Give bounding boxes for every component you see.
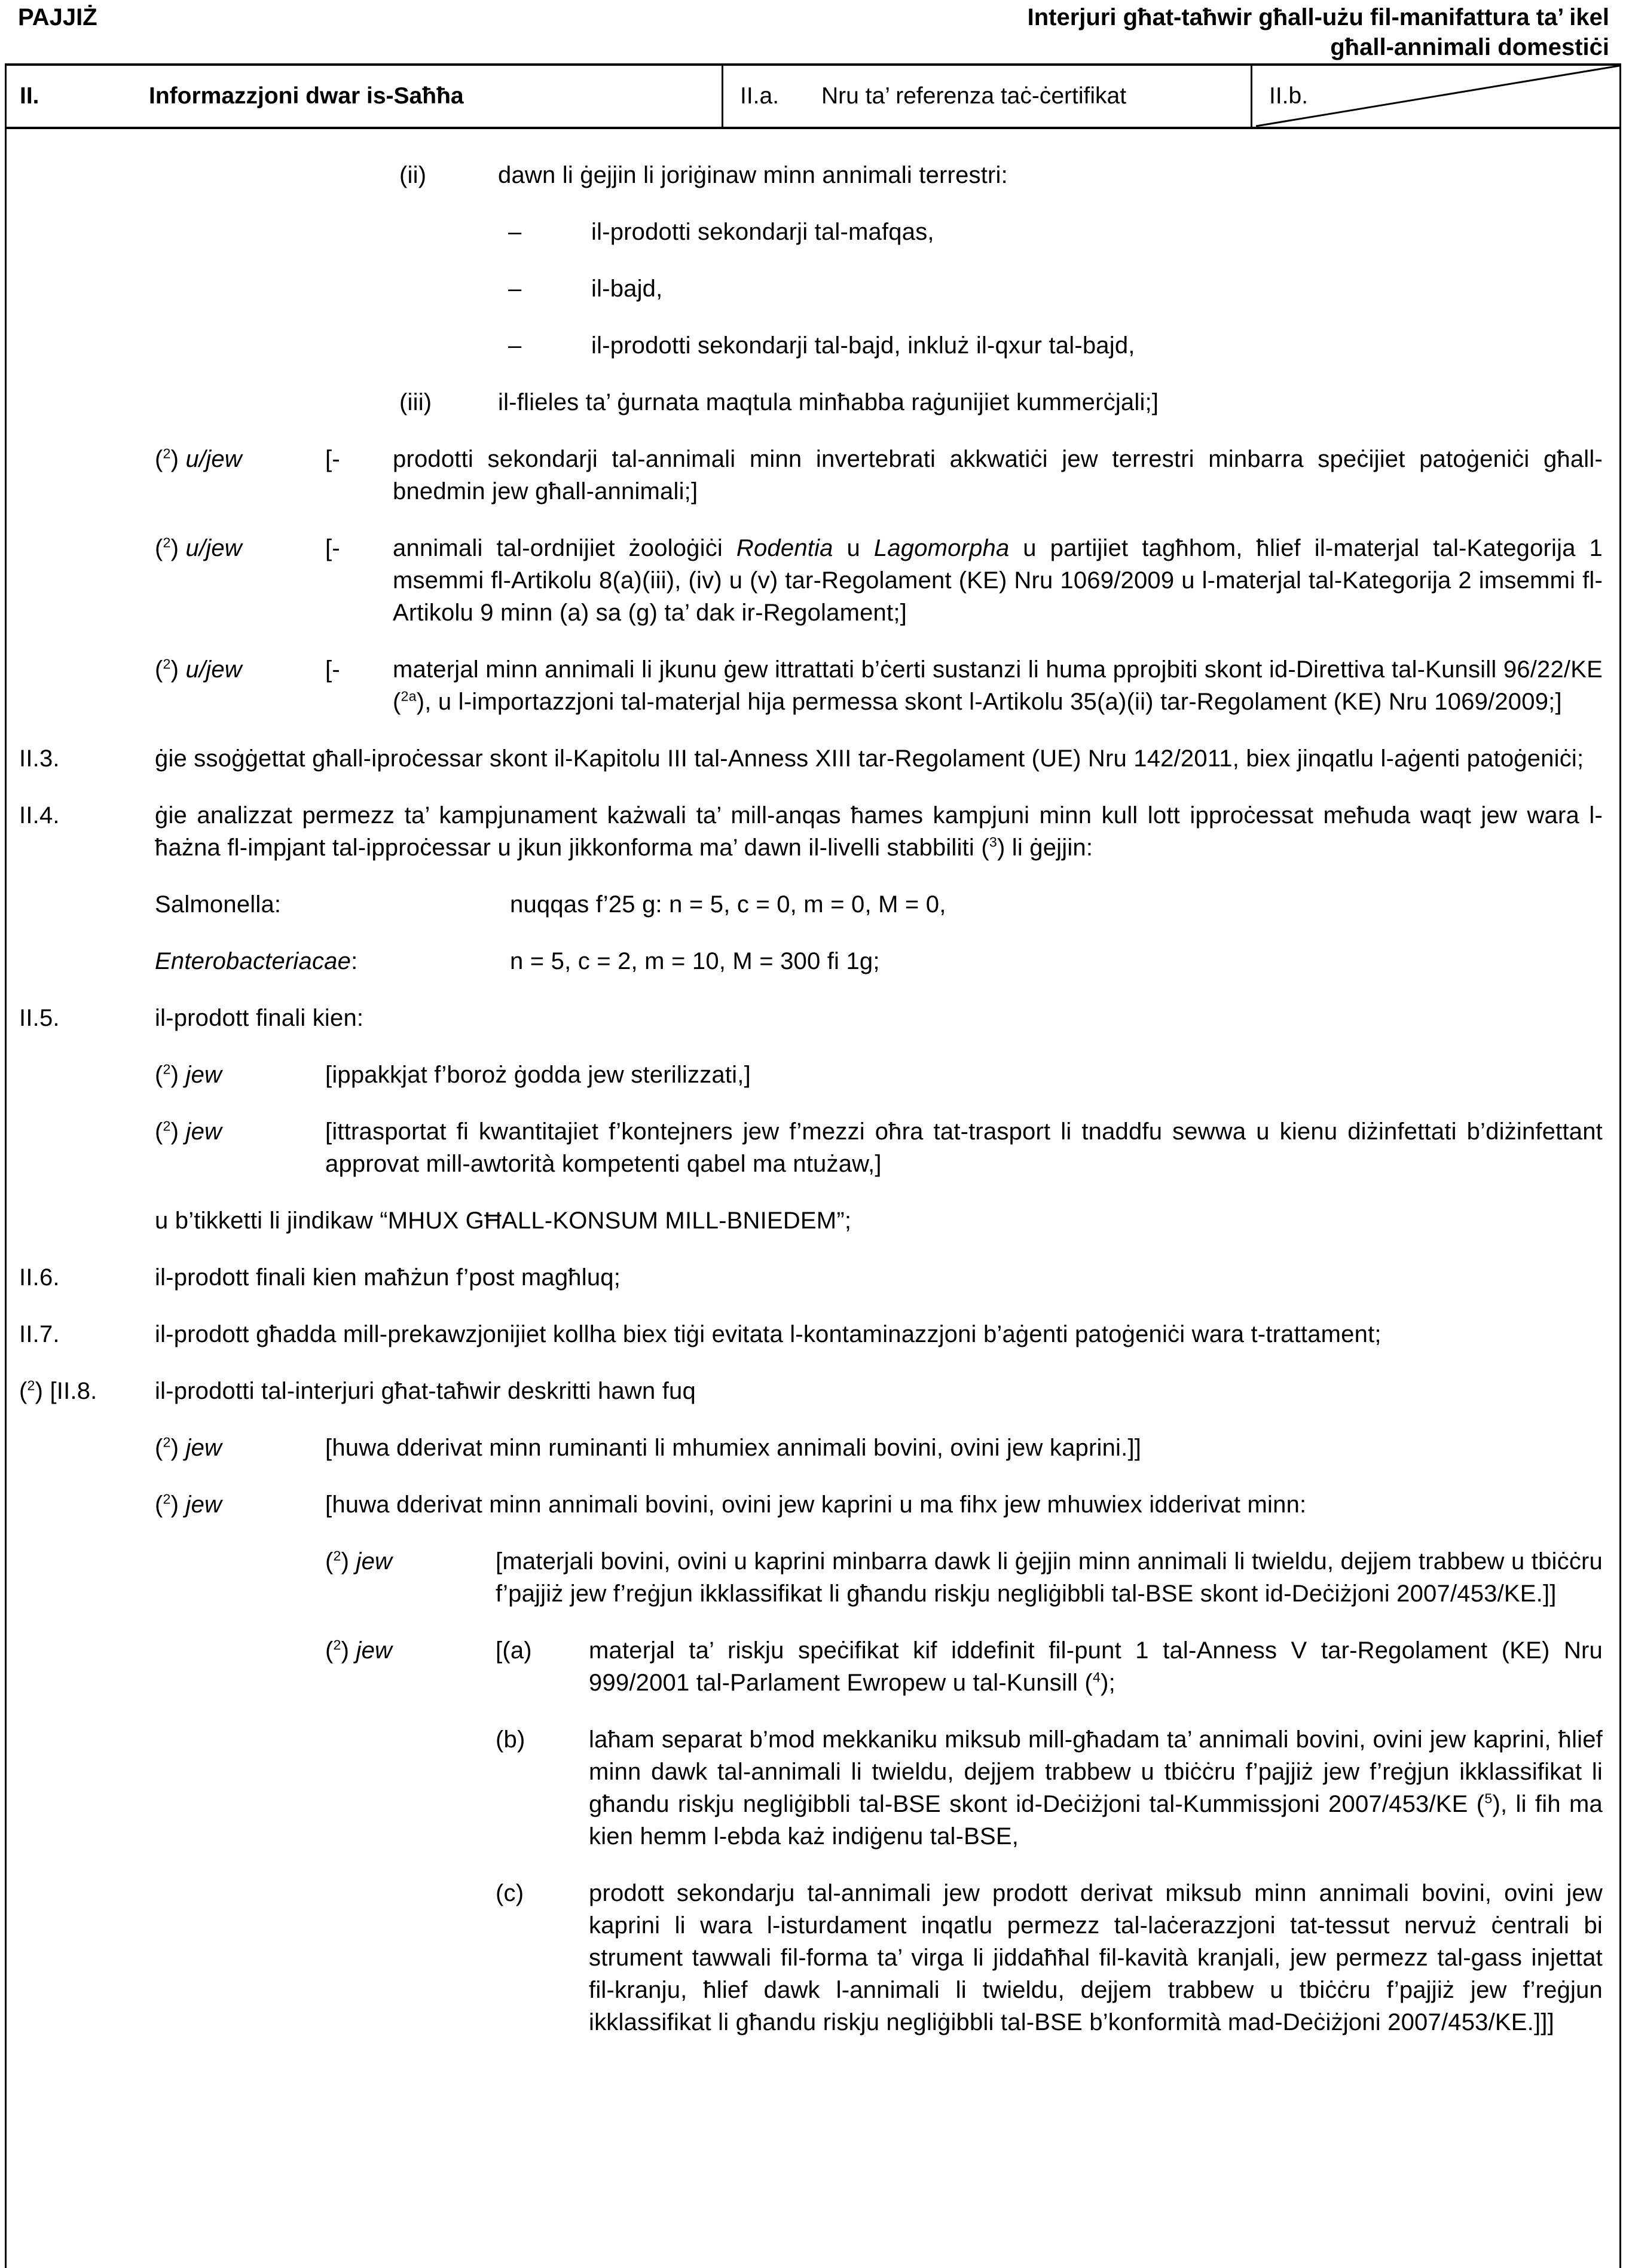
- doc-title: [1028, 2, 1609, 62]
- bracket-marker: [-: [325, 535, 340, 561]
- clause-text: [huwa dderivat minn annimali bovini, ovini jew kaprini u ma fihx jew mhuwiex idderivat minn:: [325, 1491, 1307, 1518]
- clause-text: [ippakkjat f’boroż ġodda jew sterilizzati,]: [325, 1062, 751, 1088]
- section-title: Nru ta’ referenza taċ-ċertifikat: [821, 83, 1127, 109]
- jew-marker: ($^2$) jew: [325, 1637, 393, 1664]
- country-label: PAJJIŻ: [18, 4, 97, 30]
- row-dash-item: [7, 216, 1619, 248]
- row-dash-item: [7, 273, 1619, 305]
- row-jew-bovine-materials: [7, 1545, 1619, 1610]
- clause-text: u b’tikketti li jindikaw “MHUX GĦALL-KONSUM MILL-BNIEDEM”;: [155, 1208, 852, 1234]
- section-number: II.a.: [740, 83, 780, 109]
- clause-text: il-bajd,: [591, 276, 663, 302]
- cell-health-information: [7, 66, 722, 127]
- point-marker: (b): [496, 1726, 525, 1753]
- row-ii-item: [7, 159, 1619, 191]
- clause-text: laħam separat b’mod mekkaniku miksub mill-għadam ta’ annimali bovini, ovini jew kaprini, ħlief minn dawk tal-annimali li twieldu, dejjem trabbew u tbiċċru f’pajjiż jew f’reġjun ikklassifikat li għandu riskju negliġibbli tal-BSE skont id-Deċiżjoni tal-Kummissjoni 2007/453/KE ($^5$), li fih ma kien hemm l-ebda każ indiġenu tal-BSE,: [589, 1726, 1603, 1850]
- clause-text: [ittrasportat fi kwantitajiet f’kontejners jew f’mezzi oħra tat-trasport li tnaddfu sewwa u kienu diżinfettati b’diżinfettant approvat mill-awtorità kompetenti qabel ma ntużaw,]: [325, 1118, 1603, 1177]
- row-jew-transported: [7, 1115, 1619, 1180]
- clause-text: prodott sekondarju tal-annimali jew prodott derivat miksub minn annimali bovini, ovini jew kaprini li wara l-isturdament inqatlu permezz tal-laċerazzjoni tat-tessut nervuż ċentrali bi strument tawwali fil-forma ta’ virga li jiddaħħal fil-kavità kranjali, jew permezz tal-gass injettat fil-kranju, ħlief dawk l-annimali li twieldu, dejjem trabbew u tbiċċru f’pajjiż jew f’reġjun ikklassifikat li għandu riskju negliġibbli tal-BSE b’konformità mad-Deċiżjoni 2007/453/KE.]]]: [589, 1880, 1603, 2035]
- row-point-c: [7, 1877, 1619, 2038]
- clause-text: il-prodotti sekondarji tal-mafqas,: [591, 219, 934, 245]
- row-ii6: [7, 1261, 1619, 1294]
- jew-marker: ($^2$) jew: [325, 1548, 393, 1575]
- row-ujew-rodentia: [7, 532, 1619, 629]
- criterion-value: n = 5, c = 2, m = 10, M = 300 fi 1g;: [510, 948, 880, 974]
- clause-number: ($^2$) [II.8.: [19, 1377, 97, 1404]
- row-label-note: [7, 1205, 1619, 1237]
- jew-marker: ($^2$) jew: [155, 1118, 222, 1145]
- row-ujew-invertebrates: [7, 443, 1619, 508]
- clause-text: materjal minn annimali li jkunu ġew ittrattati b’ċerti sustanzi li huma pprojbiti skont id-Direttiva tal-Kunsill 96/22/KE ($^{2a}$), u l-importazzjoni tal-materjal hija permessa skont l-Artikolu 35(a)(ii) tar-Regolament (KE) Nru 1069/2009;]: [393, 656, 1603, 715]
- row-ii8: [7, 1375, 1619, 1407]
- doc-title-line-2: għall-annimali domestiċi: [1330, 34, 1609, 60]
- criterion-value: nuqqas f’25 g: n = 5, c = 0, m = 0, M = 0,: [510, 891, 946, 918]
- doc-header: [18, 2, 1609, 62]
- clause-number: II.5.: [19, 1005, 60, 1031]
- clause-text: dawn li ġejjin li joriġinaw minn annimali terrestri:: [498, 162, 1008, 188]
- row-jew-bovine: [7, 1488, 1619, 1521]
- cert-header-table: [5, 63, 1621, 129]
- section-title: Informazzjoni dwar is-Saħħa: [149, 83, 464, 109]
- health-information-body: [5, 129, 1621, 2268]
- dash-marker: –: [508, 332, 522, 359]
- clause-text: il-prodotti sekondarji tal-bajd, inkluż il-qxur tal-bajd,: [591, 332, 1135, 359]
- section-number: II.: [20, 83, 39, 109]
- clause-text: [huwa dderivat minn ruminanti li mhumiex annimali bovini, ovini jew kaprini.]]: [325, 1435, 1142, 1461]
- row-enterobacteriacae: [7, 945, 1619, 977]
- row-iii-item: [7, 386, 1619, 418]
- clause-text: ġie ssoġġettat għall-iproċessar skont il-Kapitolu III tal-Anness XIII tar-Regolament (UE) Nru 142/2011, biex jinqatlu l-aġenti patoġeniċi;: [155, 745, 1584, 772]
- row-ii5: [7, 1002, 1619, 1034]
- clause-text: materjal ta’ riskju speċifikat kif iddefinit fil-punt 1 tal-Anness V tar-Regolament (KE) Nru 999/2001 tal-Parlament Ewropew u tal-Kunsill ($^4$);: [589, 1637, 1603, 1696]
- jew-marker: ($^2$) jew: [155, 1434, 222, 1461]
- doc-title-line-1: Interjuri għat-taħwir għall-użu fil-manifattura ta’ ikel: [1027, 4, 1609, 30]
- ujew-marker: ($^2$) u/jew: [155, 445, 242, 472]
- row-ujew-directive-96-22: [7, 653, 1619, 718]
- ujew-marker: ($^2$) u/jew: [155, 656, 242, 683]
- dash-marker: –: [508, 219, 522, 245]
- clause-text: ġie analizzat permezz ta’ kampjunament każwali ta’ mill-anqas ħames kampjuni minn kull lott ipproċessat meħuda waqt jew wara l-ħażna fl-impjant tal-ipproċessar u jkun jikkonforma ma’ dawn il-livelli stabbiliti ($^3$) li ġejjin:: [155, 802, 1603, 861]
- clause-text: annimali tal-ordnijiet żooloġiċi Rodentia u Lagomorpha u partijiet tagħhom, ħlief il-materjal tal-Kategorija 1 msemmi fl-Artikolu 8(a)(iii), (iv) u (v) tar-Regolament (KE) Nru 1069/2009 u l-materjal tal-Kategorija 2 imsemmi fl-Artikolu 9 minn (a) sa (g) ta’ dak ir-Regolament;]: [393, 535, 1603, 626]
- clause-text: il-prodott għadda mill-prekawzjonijiet kollha biex tiġi evitata l-kontaminazzjoni b’aġenti patoġeniċi wara t-trattament;: [155, 1321, 1382, 1347]
- bracket-marker: [-: [325, 656, 340, 683]
- row-jew-srm: [7, 1634, 1619, 1699]
- row-ii3: [7, 742, 1619, 775]
- clause-number: II.3.: [19, 745, 60, 772]
- cell-iib: [1251, 66, 1619, 127]
- clause-number: II.7.: [19, 1321, 60, 1347]
- clause-text: il-prodotti tal-interjuri għat-taħwir deskritti hawn fuq: [155, 1378, 696, 1404]
- criterion-name: Salmonella:: [155, 891, 282, 918]
- row-point-b: [7, 1723, 1619, 1853]
- row-dash-item: [7, 329, 1619, 362]
- clause-marker: (iii): [399, 389, 432, 415]
- clause-marker: (ii): [399, 162, 427, 188]
- row-jew-packed: [7, 1059, 1619, 1091]
- jew-marker: ($^2$) jew: [155, 1491, 222, 1518]
- row-salmonella: [7, 888, 1619, 921]
- clause-number: II.6.: [19, 1264, 60, 1291]
- clause-text: [materjali bovini, ovini u kaprini minbarra dawk li ġejjin minn annimali li twieldu, dejjem trabbew u tbiċċru f’pajjiż jew f’reġjun ikklassifikat li għandu riskju negliġibbli tal-BSE skont id-Deċiżjoni 2007/453/KE.]]: [496, 1548, 1603, 1607]
- jew-marker: ($^2$) jew: [155, 1061, 222, 1088]
- point-marker: [(a): [496, 1637, 532, 1664]
- section-number: II.b.: [1269, 83, 1309, 109]
- dash-marker: –: [508, 276, 522, 302]
- ujew-marker: ($^2$) u/jew: [155, 534, 242, 561]
- bracket-marker: [-: [325, 446, 340, 472]
- clause-text: il-flieles ta’ ġurnata maqtula minħabba raġunijiet kummerċjali;]: [498, 389, 1159, 415]
- criterion-name: Enterobacteriacae:: [155, 948, 358, 974]
- clause-text: il-prodott finali kien:: [155, 1005, 364, 1031]
- point-marker: (c): [496, 1880, 524, 1906]
- clause-text: prodotti sekondarji tal-annimali minn invertebrati akkwatiċi jew terrestri minbarra speċijiet patoġeniċi għall-bnedmin jew għall-annimali;]: [393, 446, 1603, 505]
- row-jew-ruminants: [7, 1432, 1619, 1464]
- clause-number: II.4.: [19, 802, 60, 829]
- clause-text: il-prodott finali kien maħżun f’post magħluq;: [155, 1264, 621, 1291]
- row-ii7: [7, 1318, 1619, 1350]
- diagonal-strike-line: [1252, 66, 1619, 127]
- row-ii4: [7, 799, 1619, 864]
- cell-certificate-reference: [722, 66, 1251, 127]
